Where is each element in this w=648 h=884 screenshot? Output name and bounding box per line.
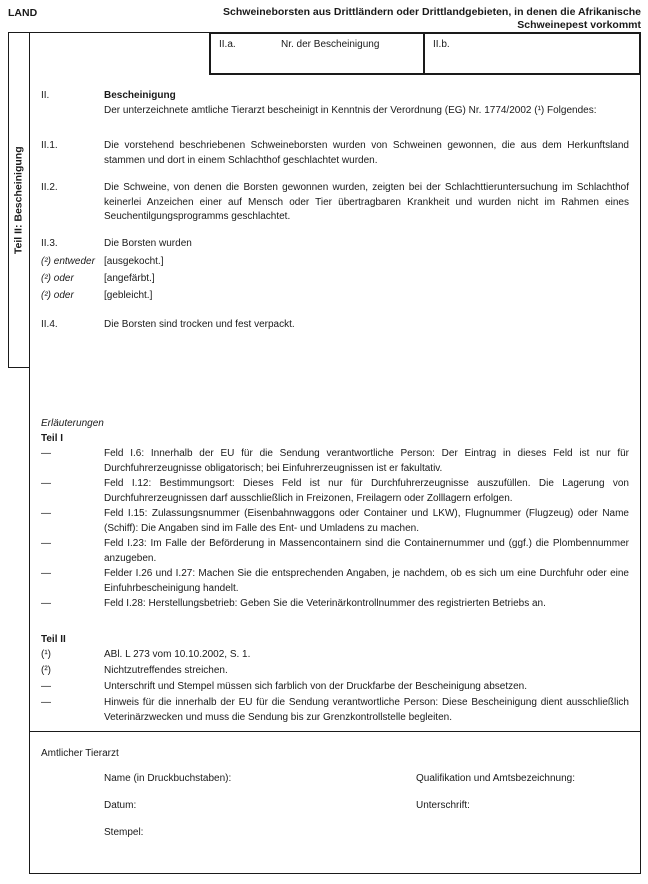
note-item-text: Felder I.26 und I.27: Machen Sie die entsprechenden Angaben, je nachdem, ob es sich um eine Durchfuhr oder eine Einfuhrbescheinigung handelt. [104, 568, 629, 594]
section-divider [30, 731, 640, 732]
cert-option-label: (²) oder [41, 273, 74, 284]
note-item-row-i6 [41, 447, 629, 476]
vet-qualification-label: Qualifikation und Amtsbezeichnung: [416, 772, 575, 784]
part2-sidebar-label: Teil II: Bescheinigung [12, 146, 25, 254]
note-item-row-i23 [41, 537, 629, 566]
footnote-text: Unterschrift und Stempel müssen sich farblich von der Druckfarbe der Bescheinigung absetzen. [104, 681, 527, 692]
footnote-row-3 [41, 680, 629, 695]
part2-sidebar [8, 32, 30, 368]
footnote-text: ABl. L 273 vom 10.10.2002, S. 1. [104, 649, 251, 660]
note-item-row-i28 [41, 597, 629, 612]
notes-part2-heading: Teil II [41, 633, 66, 645]
footnote-marker: — [41, 681, 51, 692]
footnote-marker: (¹) [41, 649, 51, 660]
cert-item-text: Die Borsten wurden [104, 237, 192, 249]
cert-intro-number: II. [41, 90, 50, 101]
footnote-row-1 [41, 648, 629, 663]
footnote-text: Hinweis für die innerhalb der EU für die Sendung verantwortliche Person: Diese Bescheinigung dient ausschließlich Veterinärzwecken und muss die Sendung bis zur Grenzkontrollstelle begleiten. [104, 697, 629, 723]
vet-date-label: Datum: [104, 799, 137, 811]
cert-option-row-oder-1 [41, 272, 629, 287]
cert-option-text: [gebleicht.] [104, 290, 153, 301]
cert-intro-row [41, 89, 629, 118]
vet-stamp-label: Stempel: [104, 826, 144, 838]
note-item-row-i15 [41, 507, 629, 536]
cert-option-text: [ausgekocht.] [104, 256, 164, 267]
document-title [223, 6, 641, 32]
cert-item-number: II.2. [41, 182, 58, 193]
cert-intro-text: Der unterzeichnete amtliche Tierarzt bescheinigt in Kenntnis der Verordnung (EG) Nr. 1774/2002 (¹) Folgendes: [104, 104, 597, 116]
cert-item-row-ii4 [41, 318, 629, 333]
cert-item-row-ii2 [41, 181, 629, 225]
note-item-text: Feld I.6: Innerhalb der EU für die Sendung verantwortliche Person: Der Eintrag in dieses Feld ist nur für Durchfuhrerzeugnisse obligatorisch; bei Einfuhrerzeugnissen ist er fakultativ. [104, 448, 629, 474]
certificate-content [30, 33, 640, 840]
document-title-line2: Schweinepest vorkommt [517, 19, 641, 31]
note-item-bullet: — [41, 568, 51, 579]
note-item-bullet: — [41, 508, 51, 519]
cert-item-row-ii1 [41, 139, 629, 168]
country-label: LAND [8, 7, 38, 19]
vet-row-name-qualification [41, 772, 629, 787]
cert-item-number: II.1. [41, 140, 58, 151]
note-item-text: Feld I.12: Bestimmungsort: Dieses Feld ist nur für Durchfuhrerzeugnisse auszufüllen. Die Lagerung von Durchfuhrerzeugnissen darf ausschließlich in Freizonen, Freilagern oder Zolllagern erfolgen. [104, 478, 629, 504]
notes-part1-heading: Teil I [41, 432, 64, 444]
footnote-row-2 [41, 664, 629, 679]
vet-row-stamp [41, 826, 629, 841]
cert-item-number: II.3. [41, 237, 58, 249]
field-iib-cell [425, 34, 639, 73]
notes-heading: Erläuterungen [41, 418, 104, 429]
cert-option-row-oder-2 [41, 289, 629, 304]
field-iib-label: II.b. [433, 39, 450, 50]
note-item-text: Feld I.15: Zulassungsnummer (Eisenbahnwaggons oder Container und LKW), Flugnummer (Flugzeug) oder Name (Schiff): Die Angaben sind im Falle des Ent- und Umladens zu machen. [104, 508, 629, 534]
document-title-line1: Schweineborsten aus Drittländern oder Drittlandgebieten, in denen die Afrikanische [223, 6, 641, 18]
note-item-bullet: — [41, 448, 51, 459]
vet-row-date-signature [41, 799, 629, 814]
cert-option-text: [angefärbt.] [104, 273, 155, 284]
field-iia-title: Nr. der Bescheinigung [281, 39, 380, 50]
footnote-row-4 [41, 696, 629, 725]
note-item-row-i12 [41, 477, 629, 506]
note-item-text: Feld I.28: Herstellungsbetrieb: Geben Sie die Veterinärkontrollnummer des registrierten Betriebs an. [104, 598, 546, 609]
cert-option-label: (²) oder [41, 290, 74, 301]
cert-item-text: Die vorstehend beschriebenen Schweineborsten wurden von Schweinen gewonnen, die aus dem Herkunftsland stammen und dort in einem Schlachthof geschlachtet wurden. [104, 140, 629, 166]
vet-name-label: Name (in Druckbuchstaben): [104, 772, 232, 784]
field-iia-cell [211, 34, 425, 73]
document-header [8, 6, 641, 32]
note-item-text: Feld I.23: Im Falle der Beförderung in Massencontainern sind die Containernummer und (ggf.) die Plombennummer anzugeben. [104, 538, 629, 564]
note-item-bullet: — [41, 478, 51, 489]
cert-option-label: (²) entweder [41, 256, 95, 267]
vet-stamp-value-area [416, 826, 629, 841]
footnote-marker: (²) [41, 665, 51, 676]
note-item-bullet: — [41, 538, 51, 549]
note-item-row-i26-i27 [41, 567, 629, 596]
vet-signature-label: Unterschrift: [416, 799, 470, 811]
reference-box [209, 32, 641, 75]
certificate-body [29, 32, 641, 874]
cert-item-number: II.4. [41, 318, 58, 330]
cert-option-row-entweder [41, 255, 629, 270]
footnote-text: Nichtzutreffendes streichen. [104, 665, 228, 676]
footnote-marker: — [41, 697, 51, 708]
cert-section-title: Bescheinigung [104, 90, 176, 101]
field-iia-label: II.a. [219, 39, 236, 50]
cert-item-text: Die Borsten sind trocken und fest verpackt. [104, 318, 295, 330]
note-item-bullet: — [41, 598, 51, 609]
cert-item-text: Die Schweine, von denen die Borsten gewonnen wurden, zeigten bei der Schlachttieruntersuchung im Schlachthof keinerlei Anzeichen einer auf Mensch oder Tier übertragbaren Krankheit und wurden nicht im Rahmen eines Seuchentilgungsprogramms geschlachtet. [104, 182, 629, 222]
cert-item-row-ii3 [41, 237, 629, 252]
vet-section-heading: Amtlicher Tierarzt [41, 748, 119, 759]
